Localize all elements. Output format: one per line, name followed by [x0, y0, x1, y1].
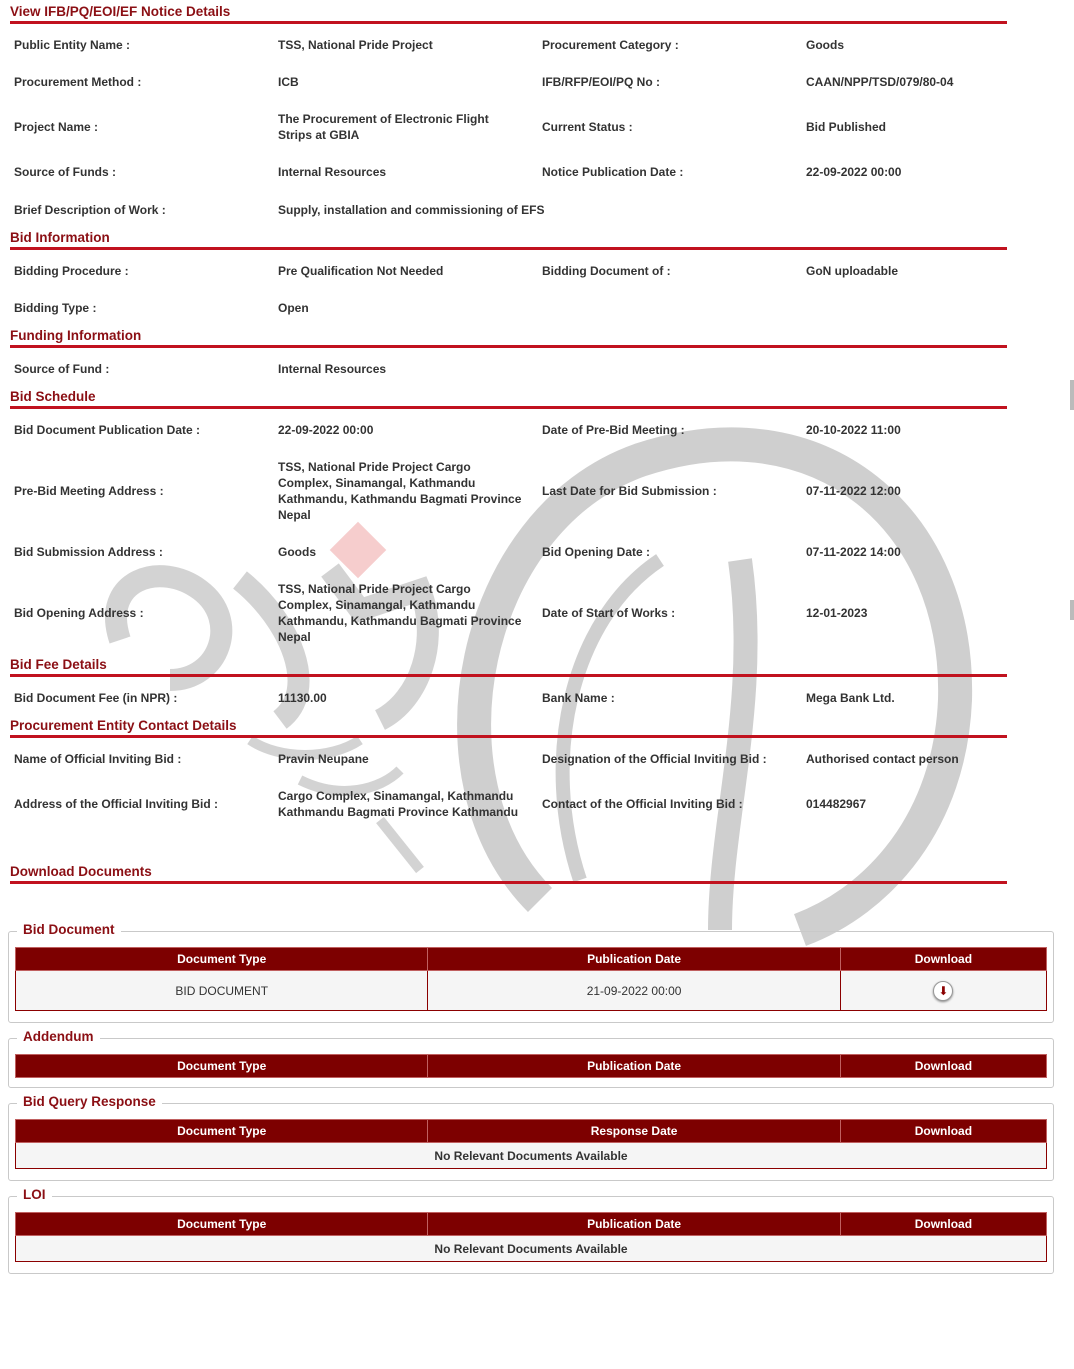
brief-description-value: Supply, installation and commissioning of EFS [278, 203, 545, 217]
project-name-label: Project Name : [14, 120, 99, 134]
col-download: Download [840, 1213, 1046, 1236]
bidding-document-of-label: Bidding Document of : [542, 264, 671, 278]
addendum-table [15, 1054, 1047, 1078]
col-publication-date: Publication Date [428, 1213, 840, 1236]
notice-pub-date-value: 22-09-2022 00:00 [806, 165, 902, 179]
public-entity-label: Public Entity Name : [14, 38, 131, 52]
scrollbar-track-mark [1070, 600, 1074, 620]
opening-address-label: Bid Opening Address : [14, 606, 144, 620]
doc-pub-date-value: 22-09-2022 00:00 [278, 423, 374, 437]
procurement-category-value: Goods [806, 38, 844, 52]
doc-date-cell: 21-09-2022 00:00 [428, 971, 840, 1011]
col-download: Download [840, 948, 1046, 971]
ifb-no-label: IFB/RFP/EOI/PQ No : [542, 75, 661, 89]
start-works-value: 12-01-2023 [806, 606, 868, 620]
doc-fee-label: Bid Document Fee (in NPR) : [14, 691, 178, 705]
bank-name-value: Mega Bank Ltd. [806, 691, 895, 705]
bank-name-label: Bank Name : [542, 691, 615, 705]
procurement-category-label: Procurement Category : [542, 38, 679, 52]
bidding-document-of-value: GoN uploadable [806, 264, 899, 278]
scrollbar-track-mark [1070, 380, 1074, 410]
opening-date-label: Bid Opening Date : [542, 545, 650, 559]
submission-address-label: Bid Submission Address : [14, 545, 163, 559]
bidding-procedure-value: Pre Qualification Not Needed [278, 264, 444, 278]
table-row [16, 971, 1047, 1011]
empty-message: No Relevant Documents Available [16, 1143, 1047, 1169]
bidding-type-label: Bidding Type : [14, 301, 97, 315]
designation-value: Authorised contact person [806, 752, 959, 766]
official-name-value: Pravin Neupane [278, 752, 369, 766]
official-address-value: Cargo Complex, Sinamangal, Kathmandu Kathmandu Bagmati Province Kathmandu [278, 789, 519, 819]
procurement-method-value: ICB [278, 75, 299, 89]
source-of-funds-label: Source of Funds : [14, 165, 116, 179]
loi-fieldset [8, 1187, 1054, 1274]
official-name-label: Name of Official Inviting Bid : [14, 752, 182, 766]
bidding-procedure-label: Bidding Procedure : [14, 264, 129, 278]
col-document-type: Document Type [16, 948, 428, 971]
col-response-date: Response Date [428, 1120, 840, 1143]
start-works-label: Date of Start of Works : [542, 606, 676, 620]
bid-query-legend: Bid Query Response [17, 1094, 162, 1109]
doc-fee-value: 11130.00 [278, 691, 327, 705]
bid-document-table [15, 947, 1047, 1011]
project-name-value: The Procurement of Electronic Flight Strips at GBIA [278, 112, 489, 142]
prebid-date-value: 20-10-2022 11:00 [806, 423, 901, 437]
source-of-fund-label: Source of Fund : [14, 362, 110, 376]
notice-pub-date-label: Notice Publication Date : [542, 165, 684, 179]
source-of-funds-value: Internal Resources [278, 165, 387, 179]
col-publication-date: Publication Date [428, 1055, 840, 1078]
bid-query-fieldset [8, 1094, 1054, 1181]
opening-date-value: 07-11-2022 14:00 [806, 545, 901, 559]
designation-label: Designation of the Official Inviting Bid : [542, 752, 767, 766]
official-address-label: Address of the Official Inviting Bid : [14, 797, 219, 811]
section-notice-title: View IFB/PQ/EOI/EF Notice Details [10, 4, 1007, 24]
section-schedule-title: Bid Schedule [10, 389, 1007, 409]
table-row [16, 1236, 1047, 1262]
source-of-fund-value: Internal Resources [278, 362, 387, 376]
doc-type-cell: BID DOCUMENT [16, 971, 428, 1011]
procurement-method-label: Procurement Method : [14, 75, 142, 89]
col-download: Download [840, 1055, 1046, 1078]
ifb-no-value: CAAN/NPP/TSD/079/80-04 [806, 75, 954, 89]
loi-legend: LOI [17, 1187, 52, 1202]
prebid-date-label: Date of Pre-Bid Meeting : [542, 423, 685, 437]
loi-table [15, 1212, 1047, 1262]
public-entity-value: TSS, National Pride Project [278, 38, 433, 52]
official-contact-label: Contact of the Official Inviting Bid : [542, 797, 743, 811]
col-document-type: Document Type [16, 1120, 428, 1143]
last-date-value: 07-11-2022 12:00 [806, 484, 901, 498]
last-date-label: Last Date for Bid Submission : [542, 484, 717, 498]
bid-document-legend: Bid Document [17, 922, 121, 937]
current-status-label: Current Status : [542, 120, 633, 134]
submission-address-value: Goods [278, 545, 316, 559]
bidding-type-value: Open [278, 301, 309, 315]
empty-message: No Relevant Documents Available [16, 1236, 1047, 1262]
section-download-title: Download Documents [10, 864, 1007, 884]
table-row [16, 1143, 1047, 1169]
section-funding-title: Funding Information [10, 328, 1007, 348]
col-publication-date: Publication Date [428, 948, 840, 971]
current-status-value: Bid Published [806, 120, 887, 134]
official-contact-value: 014482967 [806, 797, 867, 811]
doc-download-cell [840, 971, 1046, 1011]
bid-document-fieldset [8, 922, 1054, 1023]
col-document-type: Document Type [16, 1213, 428, 1236]
prebid-address-label: Pre-Bid Meeting Address : [14, 484, 164, 498]
section-fee-title: Bid Fee Details [10, 657, 1007, 677]
addendum-fieldset [8, 1029, 1054, 1088]
prebid-address-value: TSS, National Pride Project Cargo Complex, Sinamangal, Kathmandu Kathmandu, Kathmandu Bagmati Province Nepal [278, 460, 522, 522]
col-document-type: Document Type [16, 1055, 428, 1078]
opening-address-value: TSS, National Pride Project Cargo Complex, Sinamangal, Kathmandu Kathmandu, Kathmandu Bagmati Province Nepal [278, 582, 522, 644]
col-download: Download [840, 1120, 1046, 1143]
download-icon[interactable]: ⬇ [933, 981, 953, 1001]
section-contact-title: Procurement Entity Contact Details [10, 718, 1007, 738]
bid-query-table [15, 1119, 1047, 1169]
brief-description-label: Brief Description of Work : [14, 203, 166, 217]
section-bid-info-title: Bid Information [10, 230, 1007, 250]
addendum-legend: Addendum [17, 1029, 100, 1044]
doc-pub-date-label: Bid Document Publication Date : [14, 423, 201, 437]
